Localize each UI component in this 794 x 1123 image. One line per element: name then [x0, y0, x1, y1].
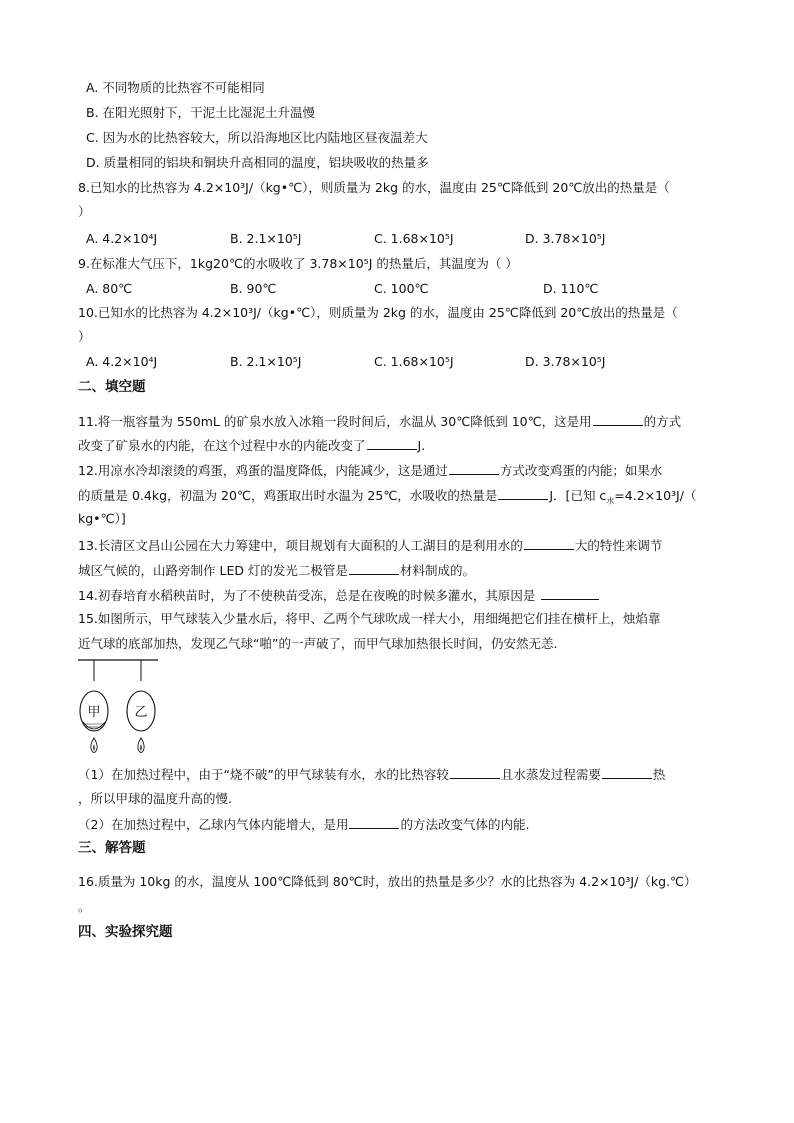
q11-line1: [78, 411, 681, 432]
q10-option-a: A. 4.2×10⁴J: [86, 354, 158, 369]
q15-s1-text-c: 热: [652, 767, 666, 782]
balloon-figure: [78, 656, 162, 760]
q10-options: [86, 352, 726, 372]
q15-s2-text-b: 的方法改变气体的内能.: [400, 817, 530, 832]
q10-stem-cont: ）: [78, 329, 91, 344]
q11-blank-2[interactable]: [367, 435, 417, 450]
q12-blank-1[interactable]: [449, 460, 499, 475]
q11-text-b: 的方式: [643, 414, 682, 429]
q15-sub1-line1: [78, 764, 665, 785]
q16-line1: 16.质量为 10kg 的水，温度从 100℃降低到 80℃时，放出的热量是多少？水的比热容为 4.2×10³J/（kg.℃）: [78, 874, 697, 889]
q12-line1: [78, 460, 662, 481]
q14-line: [78, 585, 600, 606]
q8-options: [86, 229, 726, 249]
q15-blank-3[interactable]: [349, 814, 399, 829]
q7-option-b: B. 在阳光照射下，干泥土比湿泥土升温慢: [86, 105, 316, 120]
q8-option-c: C. 1.68×10⁵J: [374, 231, 454, 246]
section-heading-experiment: 四、实验探究题: [78, 924, 173, 940]
q8-option-a: A. 4.2×10⁴J: [86, 231, 158, 246]
q12-sub-water: 水: [606, 496, 615, 506]
q15-sub2-line: [78, 814, 529, 835]
q10-option-c: C. 1.68×10⁵J: [374, 354, 454, 369]
q15-s1-text-b: 且水蒸发过程需要: [500, 767, 601, 782]
q12-text-a: 12.用凉水冷却滚烫的鸡蛋，鸡蛋的温度降低，内能减少，这是通过: [78, 463, 448, 478]
section-heading-answer: 三、解答题: [78, 840, 146, 856]
q14-text: 14.初春培育水稻秧苗时，为了不使秧苗受冻，总是在夜晚的时候多灌水，其原因是: [78, 588, 536, 603]
q11-line2: [78, 435, 425, 456]
q9-option-d: D. 110℃: [543, 281, 599, 296]
section-heading-fill-in: 二、填空题: [78, 379, 146, 395]
q13-text-a: 13.长清区文昌山公园在大力筹建中，项目规划有大面积的人工湖目的是利用水的: [78, 538, 523, 553]
balloon-b-label: 乙: [134, 705, 148, 720]
q9-options: [86, 279, 726, 299]
q13-blank-1[interactable]: [524, 535, 574, 550]
q11-text-a: 11.将一瓶容量为 550mL 的矿泉水放入冰箱一段时间后，水温从 30℃降低到 10℃，这是用: [78, 414, 592, 429]
q13-line1: [78, 535, 662, 556]
balloon-a-label: 甲: [87, 705, 101, 720]
q13-blank-2[interactable]: [349, 560, 399, 575]
q9-option-c: C. 100℃: [374, 281, 429, 296]
q15-blank-1[interactable]: [450, 764, 500, 779]
q15-blank-2[interactable]: [602, 764, 652, 779]
q15-line2: 近气球的底部加热，发现乙气球“啪”的一声破了，而甲气球加热很长时间，仍安然无恙.: [78, 636, 558, 651]
q11-blank-1[interactable]: [593, 411, 643, 426]
q8-option-d: D. 3.78×10⁵J: [525, 231, 606, 246]
q13-text-d: 材料制成的。: [399, 563, 475, 578]
balloon-diagram: [78, 656, 162, 760]
q12-text-c: 的质量是 0.4kg，初温为 20℃，鸡蛋取出时水温为 25℃，水吸收的热量是: [78, 488, 498, 503]
q10-option-d: D. 3.78×10⁵J: [525, 354, 606, 369]
q14-blank[interactable]: [541, 585, 599, 600]
q12-blank-2[interactable]: [498, 485, 548, 500]
q15-sub1-line2: ，所以甲球的温度升高的慢.: [78, 791, 232, 806]
q9-option-a: A. 80℃: [86, 281, 133, 296]
q15-line1: 15.如图所示，甲气球装入少量水后，将甲、乙两个气球吹成一样大小，用细绳把它们挂在横杆上，烛焰靠: [78, 611, 661, 626]
q12-text-b: 方式改变鸡蛋的内能；如果水: [499, 463, 663, 478]
q8-option-b: B. 2.1×10⁵J: [230, 231, 302, 246]
q7-option-a: A. 不同物质的比热容不可能相同: [86, 80, 265, 95]
q10-stem: 10.已知水的比热容为 4.2×10³J/（kg•℃），则质量为 2kg 的水，温度由 25℃降低到 20℃放出的热量是（: [78, 305, 678, 320]
q12-line3: kg•℃）]: [78, 511, 126, 526]
q15-s2-text-a: （2）在加热过程中，乙球内气体内能增大，是用: [78, 817, 349, 832]
q8-stem-cont: ）: [78, 204, 91, 219]
q11-text-c: 改变了矿泉水的内能，在这个过程中水的内能改变了: [78, 438, 366, 453]
q9-option-b: B. 90℃: [230, 281, 277, 296]
q13-text-b: 大的特性来调节: [574, 538, 663, 553]
q9-stem: 9.在标准大气压下，1kg20℃的水吸收了 3.78×10⁵J 的热量后，其温度为（ ）: [78, 256, 518, 271]
q7-option-c: C. 因为水的比热容较大，所以沿海地区比内陆地区昼夜温差大: [86, 130, 428, 145]
q12-line2: [78, 485, 696, 512]
q11-text-d: J.: [417, 438, 426, 453]
q10-option-b: B. 2.1×10⁵J: [230, 354, 302, 369]
q13-line2: [78, 560, 475, 581]
q12-text-d: J．[已知 c: [549, 488, 607, 503]
q7-option-d: D. 质量相同的铝块和铜块升高相同的温度，铝块吸收的热量多: [86, 155, 429, 170]
q15-s1-text-a: （1）在加热过程中，由于“烧不破”的甲气球装有水，水的比热容较: [78, 767, 449, 782]
q12-text-e: =4.2×10³J/（: [614, 488, 697, 503]
q8-stem: 8.已知水的比热容为 4.2×10³J/（kg•℃），则质量为 2kg 的水，温度由 25℃降低到 20℃放出的热量是（: [78, 180, 670, 195]
q16-line2: 。: [78, 899, 91, 914]
q13-text-c: 城区气候的，山路旁制作 LED 灯的发光二极管是: [78, 563, 348, 578]
